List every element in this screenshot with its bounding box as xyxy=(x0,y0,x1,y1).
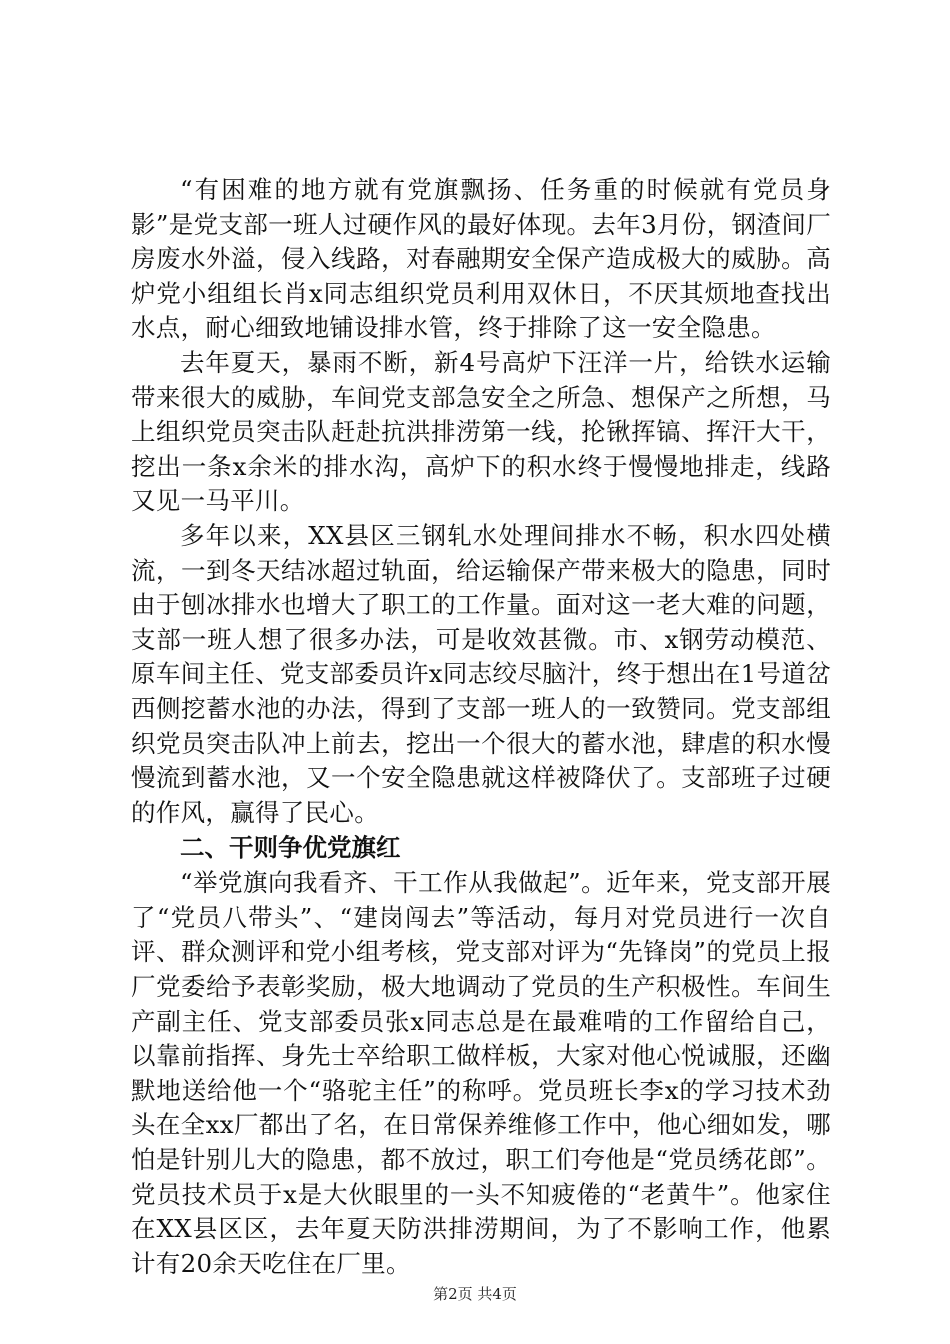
page-number-label: 第2页 共4页 xyxy=(433,1285,517,1303)
section-heading: 二、干则争优党旗红 xyxy=(180,833,401,863)
paragraph-party-flag-activities: “举党旗向我看齐、干工作从我做起”。近年来，党支部开展了“党员八带头”、“建岗闯去”等活动，每月对党员进行一次自评、群众测评和党小组考核，党支部对评为“先锋岗”的党员上报厂党委给予表彰奖励，极大地调动了党员的生产积极性。车间生产副主任、党支部委员张x同志总是在最难啃的工作留给自己，以靠前指挥、身先士卒给职工做样板，大家对他心悦诚服，还幽默地送给他一个“骆驼主任”的称呼。党员班长李x的学习技术劲头在全xx厂都出了名，在日常保养维修工作中，他心细如发，哪怕是针别儿大的隐患，都不放过，职工们夸他是“党员绣花郎”。党员技术员于x是大伙眼里的一头不知疲倦的“老黄牛”。他家住在XX县区区，去年夏天防洪排涝期间，为了不影响工作，他累计有20余天吃住在厂里。 xyxy=(131,868,831,1278)
document-body xyxy=(131,173,831,1281)
paragraph-summer-storm: 去年夏天，暴雨不断，新4号高炉下汪洋一片，给铁水运输带来很大的威胁，车间党支部急安全之所急、想保产之所想，马上组织党员突击队赶赴抗洪排涝第一线，抡锹挥镐、挥汗大干，挖出一条x余米的排水沟，高炉下的积水终于慢慢地排走，线路又见一马平川。 xyxy=(131,347,831,516)
paragraph-hardship-flag: “有困难的地方就有党旗飘扬、任务重的时候就有党员身影”是党支部一班人过硬作风的最好体现。去年3月份，钢渣间厂房废水外溢，侵入线路，对春融期安全保产造成极大的威胁。高炉党小组组长肖x同志组织党员利用双休日，不厌其烦地查找出水点，耐心细致地铺设排水管，终于排除了这一安全隐患。 xyxy=(131,175,831,343)
paragraph-drainage-pool: 多年以来，XX县区三钢轧水处理间排水不畅，积水四处横流，一到冬天结冰超过轨面，给运输保产带来极大的隐患，同时由于刨冰排水也增大了职工的工作量。面对这一老大难的问题，支部一班人想了很多办法，可是收效甚微。市、x钢劳动模范、原车间主任、党支部委员许x同志绞尽脑汁，终于想出在1号道岔西侧挖蓄水池的办法，得到了支部一班人的一致赞同。党支部组织党员突击队冲上前去，挖出一个很大的蓄水池，肆虐的积水慢慢流到蓄水池，又一个安全隐患就这样被降伏了。支部班子过硬的作风，赢得了民心。 xyxy=(131,520,831,827)
page-footer xyxy=(0,1283,950,1304)
